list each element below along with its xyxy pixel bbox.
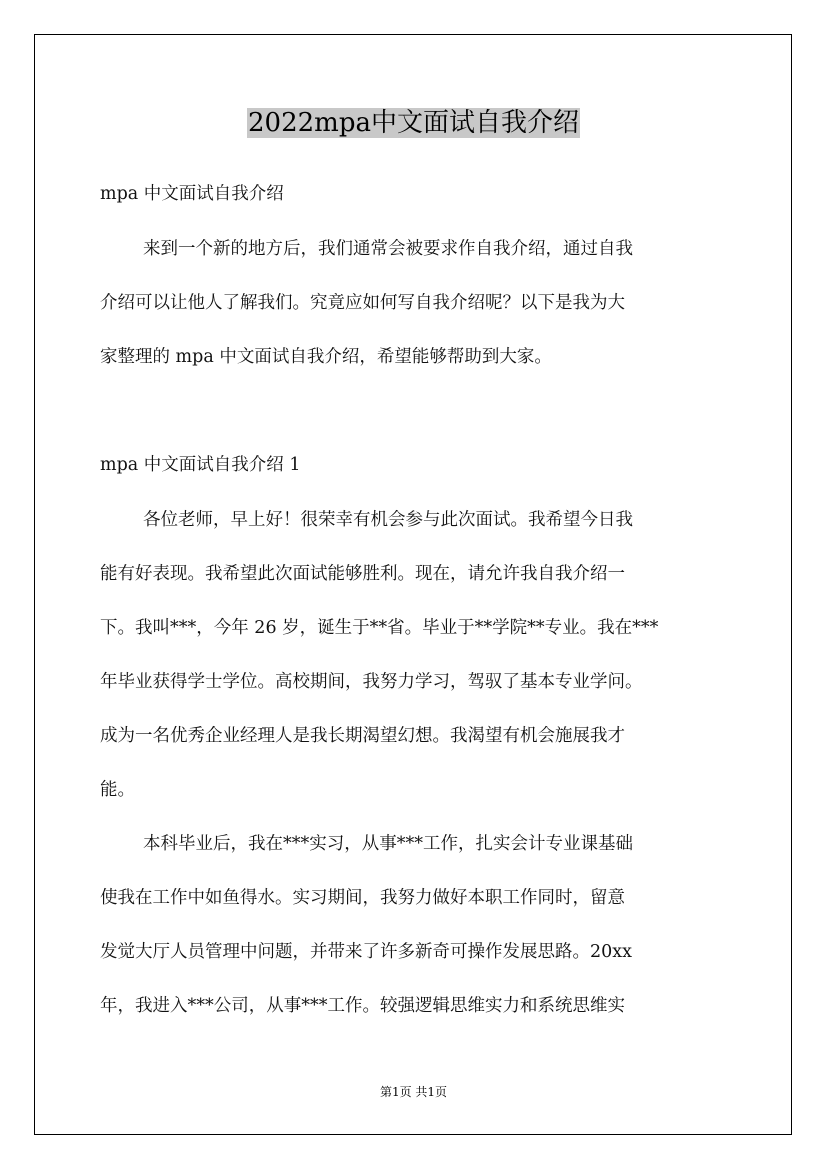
paragraph-line: 本科毕业后，我在***实习，从事***工作，扎实会计专业课基础 [143, 834, 633, 854]
document-title: 2022mpa中文面试自我介绍 [248, 108, 579, 138]
intro-line: 家整理的 mpa 中文面试自我介绍，希望能够帮助到大家。 [100, 347, 552, 367]
intro-line: 来到一个新的地方后，我们通常会被要求作自我介绍，通过自我 [143, 239, 633, 259]
paragraph-line: 下。我叫***，今年 26 岁，诞生于**省。毕业于**学院**专业。我在*** [100, 618, 659, 638]
paragraph-line: 年，我进入***公司，从事***工作。较强逻辑思维实力和系统思维实 [100, 996, 625, 1016]
intro-line: 介绍可以让他人了解我们。究竟应如何写自我介绍呢？以下是我为大 [100, 293, 625, 313]
paragraph-line: 年毕业获得学士学位。高校期间，我努力学习，驾驭了基本专业学问。 [100, 672, 643, 692]
paragraph-line: 各位老师，早上好！很荣幸有机会参与此次面试。我希望今日我 [143, 510, 633, 530]
section-heading: mpa 中文面试自我介绍 1 [100, 455, 301, 475]
section-heading: mpa 中文面试自我介绍 [100, 184, 284, 204]
paragraph-line: 成为一名优秀企业经理人是我长期渴望幻想。我渴望有机会施展我才 [100, 726, 625, 746]
paragraph-line: 使我在工作中如鱼得水。实习期间，我努力做好本职工作同时，留意 [100, 888, 625, 908]
page-footer: 第1页 共1页 [379, 1085, 448, 1099]
paragraph-line: 能。 [100, 780, 135, 800]
paragraph-line: 发觉大厅人员管理中问题，并带来了许多新奇可操作发展思路。20xx [100, 942, 633, 962]
paragraph-line: 能有好表现。我希望此次面试能够胜利。现在，请允许我自我介绍一 [100, 564, 625, 584]
